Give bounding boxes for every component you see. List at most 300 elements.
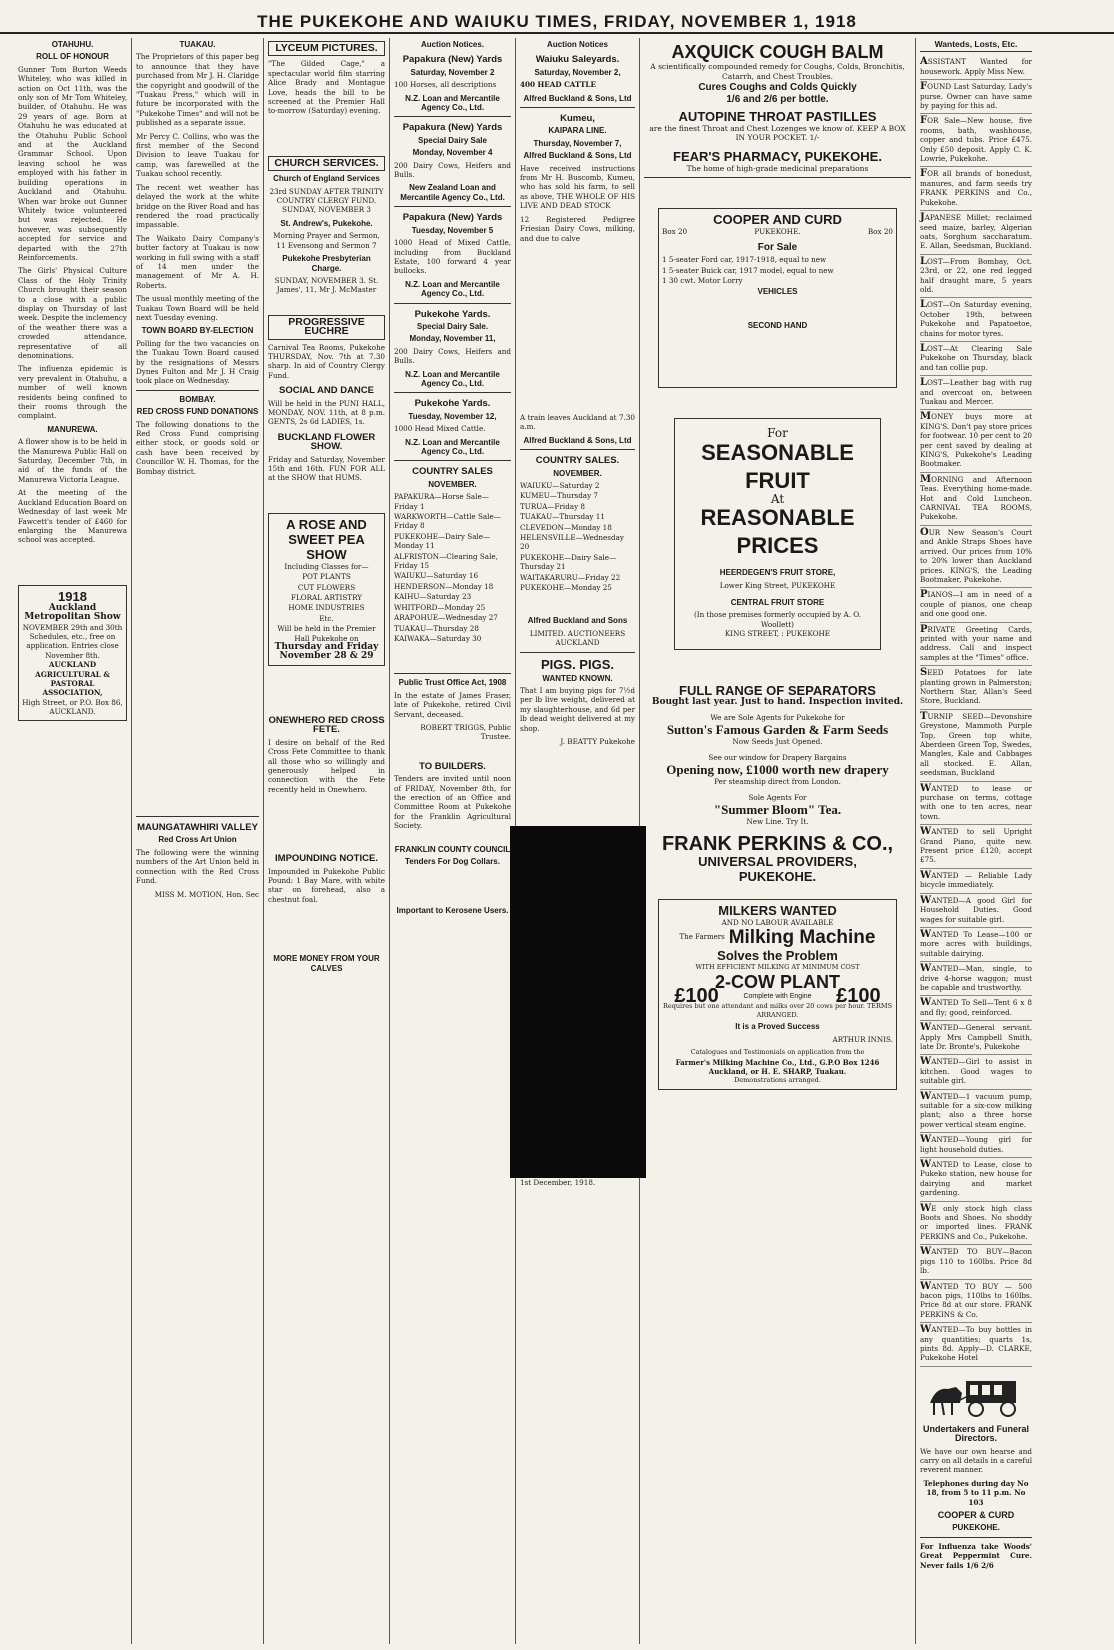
classified-ad (920, 473, 1032, 526)
summer-title: "Summer Bloom" Tea. (713, 802, 842, 817)
price-left: £100 (674, 985, 719, 1008)
frank-perkins-ad (644, 680, 911, 888)
machine-title: Milking Machine (728, 926, 876, 948)
fears-pharmacy: FEAR'S PHARMACY, PUKEKOHE. (673, 148, 882, 164)
sale-text: 100 Horses, all descriptions (394, 80, 497, 90)
show-year: 1918 (58, 588, 87, 604)
auctioneer: Alfred Buckland & Sons, Ltd (523, 151, 632, 161)
classified-text: ANTED — Reliable Lady bicycle immediately. (920, 870, 1032, 890)
sale-location: Pukekohe Yards. (414, 308, 491, 320)
divider (394, 460, 511, 461)
sale-date: Monday, November 4 (412, 148, 493, 158)
list-item: CUT FLOWERS (297, 582, 356, 592)
sale-date: Tuesday, November 12, (408, 411, 497, 421)
sale-location: Kumeu, (560, 113, 595, 125)
column-otahuhu (14, 38, 132, 1644)
trust-text: In the estate of James Fraser, late of Pukekohe, retired Civil Servant, deceased. (394, 690, 511, 719)
classified-initial: W (920, 1280, 932, 1292)
frank-perkins-title: FRANK PERKINS & CO., (661, 833, 894, 856)
classified-text: OR Sale—New house, five rooms, bath, washhouse, copper and tubs. Price £475. Only £50 deposit. Apply C. K. Lowrie, Pukekohe. (920, 116, 1032, 164)
article-paragraph: "The Gilded Cage," a spectacular world film starring Alice Brady and Montague Love, heads the bill to be screened at the Premier Hall to-morrow (Saturday) evening. (268, 59, 385, 116)
proved-heading: It is a Proved Success (735, 1022, 820, 1032)
classified-initial: W (920, 1246, 932, 1258)
article-paragraph: Gunner Tom Burton Weeds Whiteley, who was killed in action on Oct 11th, was the only son of Mr Tom Whiteley, builder, of Otahuhu. He was 29 years of age. Born at Otahuhu he was educated at the Otahuhu Public School and at the Auckland Grammar School. Upon leaving school he was employed with his father in building operations in Auckland and Otahuhu. When war broke out Gunner Whitely twice volunteered but was rejected. He however, was subsequently accepted for service and departed with the 27th Reinforcements. (18, 64, 127, 262)
country-sales-list (394, 492, 511, 643)
axquick-sub: A scientifically compounded remedy for Coughs, Colds, Bronchitis, Catarrh, and Chest Troubles. (650, 62, 905, 81)
central-address: KING STREET, : PUKEKOHE (724, 629, 831, 639)
sale-text: 400 HEAD CATTLE (520, 80, 596, 90)
sale-location: Papakura (New) Yards (402, 212, 503, 224)
classified-initial: W (920, 1056, 932, 1068)
classified-initial: F (920, 81, 928, 93)
country-sales-month: NOVEMBER. (553, 468, 602, 478)
builders-text: Tenders are invited until noon of FRIDAY, November 8th, for the erection of an Office and Committee Room at Pukekohe for the Franklin Agricultural Society. (394, 774, 511, 831)
church-heading: CHURCH SERVICES. (268, 156, 385, 171)
classified-ad (920, 1021, 1032, 1055)
country-sales-list (520, 481, 635, 592)
sale-date: Saturday, November 2 (410, 67, 495, 77)
classified-text: OR all brands of bonedust, manures, and farm seeds try FRANK PERKINS and Co., Pukekohe. (920, 169, 1032, 207)
fruit-at: At (770, 491, 785, 506)
proved-signature: ARTHUR INNIS. (832, 1034, 893, 1044)
undertakers-phone: Telephones during day No 18, from 5 to 11 p.m. No 103 (923, 1478, 1029, 1507)
sale-subheading: KAIPARA LINE. (548, 126, 607, 136)
classified-text: ANTED To Sell—Tent 6 x 8 and fly; good, reinforced. (920, 998, 1032, 1017)
list-item: ARAPOHUE—Wednesday 27 (394, 613, 498, 623)
suttons-sub: Now Seeds Just Opened. (732, 737, 823, 747)
list-item: POT PLANTS (302, 572, 351, 582)
article-paragraph: The Waikato Dairy Company's butter factory at Tuakau is now working in full swing with a staff of 14 men under the management of Mr A. H. Roberts. (136, 233, 259, 290)
heerdegen-title: HEERDEGEN'S FRUIT STORE, (719, 568, 836, 578)
flower-show-heading: BUCKLAND FLOWER SHOW. (277, 431, 376, 453)
article-paragraph: The Proprietors of this paper beg to announce that they have purchased from Mr J. H. Claridge the copyright and goodwill of the "Tuakau Press," which will in future be incorporated with the "Pukekohe Times" and will not be published as a separate issue. (136, 52, 259, 128)
list-item: HOME INDUSTRIES (288, 603, 365, 613)
classified-ad (920, 710, 1032, 782)
classified-ad (920, 298, 1032, 342)
classified-initial: W (920, 1159, 932, 1171)
cooper-box: Box 20 (662, 227, 688, 237)
classified-ad (920, 894, 1032, 928)
list-item: TUAKAU—Thursday 28 (394, 623, 479, 633)
classified-initial: F (920, 115, 928, 127)
classified-ad (920, 526, 1032, 588)
cooper-town: PUKEKOHE. (754, 227, 801, 237)
divider (394, 116, 511, 117)
undertakers-text: We have our own hearse and carry on all details in a careful reverent manner. (920, 1446, 1032, 1475)
classified-ad (920, 1323, 1032, 1367)
article-paragraph: The usual monthly meeting of the Tuakau Town Board will be held next Tuesday evening. (136, 294, 259, 322)
auctioneer: Alfred Buckland & Sons, Ltd (523, 435, 632, 445)
divider (520, 652, 635, 653)
article-paragraph: The recent wet weather has delayed the work at the white bridge on the River Road and has rendered the road practically impassable. (136, 182, 259, 230)
classified-text: ANTED—General servant. Apply Mrs Campbell Smith, late Dr. Bronte's, Pukekohe (920, 1023, 1032, 1051)
classified-text: OST—At Clearing Sale Pukekohe on Thursday, black and tan collie pup. (920, 343, 1032, 372)
hearse-icon (926, 1373, 1026, 1419)
article-paragraph: The following were the winning numbers of the Art Union held in connection with the Red Cross Fund. (136, 847, 259, 886)
cooper-curd-ad (658, 208, 897, 388)
classified-text: OST—On Saturday evening, October 19th, between Pukekohe and Papatoetoe, chains for motor tyres. (920, 300, 1032, 338)
pigs-subheading: WANTED KNOWN. (542, 673, 613, 683)
classified-text: ANTED to sell Upright Grand Piano, quite new. Present price £120, accept £75. (920, 827, 1032, 865)
divider (520, 449, 635, 450)
church-name: St. Andrew's, Pukekohe. (280, 218, 373, 228)
classified-text: ANTED—To buy bottles in any quantities; quarts 1s, pints 8d. Apply—D. CLARKE, Pukekohe Hotel (920, 1325, 1032, 1363)
rose-show-dates: Thursday and Friday November 28 & 29 (274, 642, 379, 662)
rose-show-location: Will be held in the Premier Hall Pukekohe on (277, 624, 376, 643)
divider (394, 673, 511, 674)
article-paragraph: The influenza epidemic is very prevalent in Otahuhu, a number of well known residents being confined to their rooms through the complaint. (18, 364, 127, 421)
classified-initial: W (920, 963, 932, 975)
list-item: WAITAKARURU—Friday 22 (520, 572, 621, 582)
opening-title: Opening now, £1000 worth new drapery (666, 762, 889, 778)
sale-location: Papakura (New) Yards (402, 54, 503, 66)
axquick-tag: Cures Coughs and Colds Quickly (698, 82, 857, 93)
auctioneer-sub: LIMITED. AUCTIONEERS AUCKLAND (529, 628, 626, 648)
list-item: CLEVEDON—Monday 18 (520, 522, 612, 532)
price-mid: Complete with Engine (743, 993, 812, 1001)
signature: MISS M. MOTION, Hon. Sec (154, 889, 259, 899)
impounding-heading: IMPOUNDING NOTICE. (275, 853, 378, 865)
classified-ad (920, 211, 1032, 255)
fruit-ad (674, 418, 881, 649)
classified-text: APANESE Millet; reclaimed seed maize, barley, Algerian oats, Sorghum saccharatum. E. Allan, Seedsman, Buckland. (920, 213, 1032, 251)
suttons-pre: We are Sole Agents for Pukekohe for (710, 712, 845, 722)
catalogue-company: Farmer's Milking Machine Co., Ltd., G.P.O Box 1246 Auckland, or H. E. SHARP, Tuakau. (675, 1057, 880, 1077)
classified-initial: S (920, 667, 928, 679)
classified-ad (920, 928, 1032, 962)
sale-location: Pukekohe Yards. (414, 398, 491, 410)
classified-initial: O (920, 526, 929, 538)
classified-list (920, 55, 1032, 1366)
divider (644, 177, 911, 178)
pastilles-title: AUTOPINE THROAT PASTILLES (678, 108, 877, 124)
demo-text: Demonstrations arranged. (734, 1076, 821, 1085)
social-heading: SOCIAL AND DANCE (278, 385, 374, 397)
classified-ad (920, 666, 1032, 710)
classified-ad (920, 1055, 1032, 1089)
euchre-heading: PROGRESSIVE EUCHRE (268, 315, 385, 340)
classified-initial: M (920, 473, 932, 485)
classified-ad (920, 825, 1032, 869)
trust-signature: ROBERT TRIGGS, Public Trustee. (420, 722, 511, 742)
separators-title: FULL RANGE OF SEPARATORS (679, 682, 876, 698)
onewhero-heading: ONEWHERO RED CROSS FETE. (268, 714, 385, 736)
classified-ad (920, 623, 1032, 667)
classified-initial: P (920, 589, 928, 601)
classified-initial: W (920, 894, 932, 906)
euchre-text: Carnival Tea Rooms, Pukekohe THURSDAY, Nov. 7th at 7.30 sharp. In aid of Country Clergy Fund. (268, 342, 385, 380)
divider (920, 1537, 1032, 1538)
bombay-heading: BOMBAY. (179, 394, 216, 404)
classified-initial: W (920, 1022, 932, 1034)
builders-heading: TO BUILDERS. (419, 760, 486, 772)
cooper-box: Box 20 (867, 227, 893, 237)
tender-text: 1st December, 1918. (520, 1178, 596, 1188)
classified-text: OST—Leather bag with rug and overcoat on, between Tuakau and Mercer. (920, 378, 1032, 406)
undertakers-town: PUKEKOHE. (952, 1523, 1000, 1533)
auctioneer: N.Z. Loan and Mercantile Agency Co., Ltd. (405, 279, 500, 299)
divider (136, 390, 259, 391)
pigs-heading: PIGS. PIGS. (541, 656, 614, 672)
classified-text: ANTED—Man, single, to drive 4-horse waggon; must be capable and trustworthy. (920, 964, 1032, 992)
list-item: PAPAKURA—Horse Sale—Friday 1 (394, 492, 489, 511)
masthead: THE PUKEKOHE AND WAIUKU TIMES, FRIDAY, NOVEMBER 1, 1918 (0, 0, 1114, 34)
train-note: A train leaves Auckland at 7.30 a.m. (520, 412, 635, 432)
country-sales-heading: COUNTRY SALES. (535, 455, 620, 467)
milking-machine-ad (658, 899, 897, 1089)
classified-text: OST—From Bombay, Oct. 23rd, or 22, one red legged half draught mare, 5 years old. (920, 256, 1032, 294)
milkers-title: MILKERS WANTED (718, 903, 837, 919)
classified-text: ONEY buys more at KING'S. Don't pay store prices for footwear. 10 per cent to 20 per cent saved by dealing at KING'S, Pukekohe's Leading Bootmaker. (920, 412, 1032, 469)
classified-text: ANTED—Young girl for light household duties. (920, 1135, 1032, 1154)
classified-initial: T (920, 710, 928, 722)
classified-initial: L (920, 342, 928, 354)
auctioneer: Alfred Buckland & Sons, Ltd (523, 93, 632, 103)
classified-ad (920, 167, 1032, 211)
classified-initial: P (920, 623, 928, 635)
auction-heading: Auction Notices. (420, 40, 485, 49)
vehicles-heading: VEHICLES (757, 287, 798, 297)
list-item: WHITFORD—Monday 25 (394, 602, 486, 612)
roll-of-honour-title: ROLL OF HONOUR (36, 52, 109, 62)
classified-ad (920, 410, 1032, 472)
sale-subheading: Special Dairy Sale. (416, 321, 489, 331)
list-item: ALFRISTON—Clearing Sale, Friday 15 (394, 551, 498, 571)
classified-initial: J (920, 212, 925, 224)
country-sales-month: NOVEMBER. (428, 479, 477, 489)
kerosene-heading: Important to Kerosene Users. (396, 906, 509, 916)
classified-ad (920, 342, 1032, 376)
classified-ad (920, 255, 1032, 299)
show-title: Auckland Metropolitan Show (24, 602, 121, 623)
catalogue-text: Catalogues and Testimonials on application from the (690, 1048, 865, 1057)
classified-ad (920, 1090, 1032, 1134)
auctioneer: N.Z. Loan and Mercantile Agency Co., Ltd. (405, 93, 500, 113)
lyceum-heading: LYCEUM PICTURES. (268, 41, 385, 56)
sale-subheading: Special Dairy Sale (418, 135, 487, 145)
machine-sub: Solves the Problem (717, 947, 838, 963)
classified-text: ANTED—A good Girl for Household Duties. Good wages for suitable girl. (920, 895, 1032, 924)
auction-heading: Auction Notices (547, 40, 608, 49)
classified-ad (920, 869, 1032, 894)
cooper-address-row (662, 227, 893, 236)
undertakers-heading: Undertakers and Funeral Directors. (922, 1423, 1030, 1444)
opening-pre: See our window for Drapery Bargains (708, 752, 847, 762)
auctioneer: N.Z. Loan and Mercantile Agency Co., Ltd. (405, 437, 500, 456)
list-item: HENDERSON—Monday 18 (394, 581, 494, 591)
sale-text: 1000 Head of Mixed Cattle, including from Buckland Estate, 100 forward 4 year bullocks. (394, 238, 511, 276)
classified-ad (920, 1280, 1032, 1324)
classified-ad (920, 80, 1032, 114)
classified-initial: F (920, 168, 928, 180)
list-item: WAIUKU—Saturday 16 (394, 571, 479, 581)
franklin-subheading: Tenders For Dog Collars. (405, 857, 500, 866)
manurewa-heading: MANUREWA. (47, 424, 98, 434)
machine-tag: WITH EFFICIENT MILKING AT MINIMUM COST (695, 962, 860, 971)
red-cross-heading: RED CROSS FUND DONATIONS (136, 407, 259, 417)
classifieds-heading: Wanteds, Losts, Etc. (920, 40, 1032, 52)
pigs-signature: J. BEATTY Pukekohe (560, 737, 635, 747)
divider (136, 816, 259, 817)
classified-initial: W (920, 1134, 932, 1146)
sale-location: Papakura (New) Yards (402, 122, 503, 134)
classified-text: OUND Last Saturday, Lady's purse. Owner can have same by paying for this ad. (920, 82, 1032, 111)
sale-date: Tuesday, November 5 (411, 225, 494, 235)
separators-sub: Bought last year. Just to hand. Inspection invited. (651, 696, 904, 707)
article-paragraph: Mr Percy C. Collins, who was the first member of the Second Division to leave Tuakau for camp, was farewelled at the Tuakau school recently. (136, 131, 259, 179)
sale-text: 200 Dairy Cows, Heifers and Bulls. (394, 160, 511, 180)
list-item: Including Classes for— (284, 561, 369, 571)
list-item: PUKEKOHE—Dairy Sale—Thursday 21 (520, 552, 617, 572)
undertakers-cooper: COOPER & CURD (937, 1510, 1015, 1520)
fruit-reasonable: REASONABLE (700, 505, 855, 531)
auctioneer: New Zealand Loan and Mercantile Agency Co., Ltd. (400, 183, 505, 202)
classified-ad (920, 782, 1032, 826)
cow-plant-title: 2-COW PLANT (715, 972, 840, 993)
article-paragraph: The following donations to the Red Cross Fund comprising either stock, or goods sold or cash have been received by Councillor W. H. Thomas, for the Bombay district. (136, 419, 259, 476)
column-display-ads (640, 38, 916, 1644)
sale-location: Waiuku Saleyards. (535, 54, 620, 66)
classified-text: URNIP SEED—Devonshire Greystone, Mammoth Purple Top, Green top white, Aberdeen Green Top, Swedes, Mangles, Kale and Cabbages all stocked. E. Allan, seedsman, Buckland (920, 711, 1032, 778)
show-text: Schedules, etc., free on application. Entries close November 8th. (26, 631, 119, 660)
divider (394, 392, 511, 393)
central-title: CENTRAL FRUIT STORE (730, 597, 825, 607)
list-item: 1 5-seater Ford car, 1917-1918, equal to new (662, 255, 827, 265)
price-right: £100 (836, 985, 881, 1008)
sale-text: 12 Registered Pedigree Friesian Dairy Cows, milking, and due to calve (520, 214, 635, 243)
sale-text: 200 Dairy Cows, Heifers and Bulls. (394, 346, 511, 366)
machine-pre: The Farmers (679, 933, 725, 942)
price-note: Requires but one attendant and milks over 20 cows per hour. TERMS ARRANGED. (662, 1001, 893, 1020)
classified-ad (920, 114, 1032, 167)
classified-text: ANTED TO BUY—Bacon pigs 110 to 160lbs. Price 8d lb. (920, 1247, 1032, 1276)
classified-text: IANOS—I am in need of a couple of pianos, one cheap and one good one. (920, 590, 1032, 619)
classified-text: ANTED to Lease, close to Pukeko station, new house for dairying and market gardening. (920, 1160, 1032, 1198)
column-auctions-1 (390, 38, 516, 1644)
list-item: KUMEU—Thursday 7 (520, 491, 599, 501)
pigs-text: That I am buying pigs for 7½d per lb live weight, delivered at my slaughterhouse, and 6d per lb dead weight delivered at my shop. (520, 686, 635, 733)
second-hand-heading: SECOND HAND (747, 320, 808, 330)
list-item: Etc. (319, 613, 334, 623)
article-paragraph: The Girls' Physical Culture Class of the Holy Trinity Church brought their season to a close with a public display on Thursday of last week. Despite the inclemency of the weather there was a crowded attendance, representative of all denominations. (18, 266, 127, 360)
election-heading: TOWN BOARD BY-ELECTION (141, 326, 254, 336)
list-item: KAIWAKA—Saturday 30 (394, 633, 482, 643)
frank-perkins-town: PUKEKOHE. (738, 869, 817, 885)
list-item: WARKWORTH—Cattle Sale—Friday 8 (394, 512, 501, 531)
tuakau-heading: TUAKAU. (179, 40, 216, 49)
column-notices (264, 38, 390, 1644)
list-item: FLORAL ARTISTRY (290, 593, 363, 603)
list-item: KAIHU—Saturday 23 (394, 592, 472, 602)
sale-text: 1000 Head Mixed Cattle. (394, 424, 486, 434)
classified-text: E only stock high class Boots and Shoes. No shoddy or imported lines. FRANK PERKINS and Co., Pukekohe. (920, 1203, 1032, 1241)
classified-text: ANTED To Lease—100 or more acres with buildings, suitable dairying. (920, 929, 1032, 958)
fruit-prices: PRICES (736, 533, 819, 559)
fruit-for: For (767, 426, 788, 441)
classified-ad (920, 1202, 1032, 1246)
classified-initial: A (920, 56, 928, 68)
classified-initial: L (920, 377, 928, 389)
classified-initial: W (920, 997, 932, 1009)
classified-initial: W (920, 928, 932, 940)
machine-title-row (662, 928, 893, 948)
show-association: AUCKLAND AGRICULTURAL & PASTORAL ASSOCIATION, (35, 660, 110, 698)
country-sales-heading: COUNTRY SALES (412, 466, 493, 478)
classified-initial: W (920, 1324, 932, 1336)
metropolitan-show-ad (18, 585, 127, 721)
suttons-title: Sutton's Famous Garden & Farm Seeds (666, 722, 889, 738)
classified-ad (920, 588, 1032, 622)
classified-text: ORNING and Afternoon Teas. Everything home-made. Hot and Cold Luncheon. CARNIVAL TEA ROOMS, Pukekohe. (920, 474, 1032, 522)
calves-heading: MORE MONEY FROM YOUR CALVES (273, 954, 380, 973)
summer-pre: Sole Agents For (748, 792, 807, 802)
auctioneer: N.Z. Loan and Mercantile Agency Co., Ltd. (405, 369, 500, 388)
divider (520, 107, 635, 108)
for-sale-list (662, 255, 893, 285)
church-text: SUNDAY, NOVEMBER 3. St. James', 11, Mr J. McMaster (274, 275, 379, 295)
article-paragraph: A flower show is to be held in the Manurewa Public Hall on Saturday, December 7th, in aid of the funds of the Manurewa Victoria League. (18, 437, 127, 484)
frank-perkins-sub: UNIVERSAL PROVIDERS, (698, 854, 857, 870)
for-sale-heading: For Sale (757, 241, 798, 253)
summer-sub: New Line. Try It. (746, 817, 809, 826)
impounding-text: Impounded in Pukekohe Public Pound: 1 Bay Mare, with white star on forehead, also a chestnut foal. (268, 866, 385, 904)
classified-ad (920, 55, 1032, 80)
maungatawhiri-heading: MAUNGATAWHIRI VALLEY (137, 822, 258, 834)
otahuhu-heading: OTAHUHU. (51, 40, 94, 49)
list-item: 1 30 cwt. Motor Lorry (662, 275, 743, 285)
classified-text: SSISTANT Wanted for housework. Apply Miss New. (920, 57, 1032, 76)
list-item: TUAKAU—Thursday 11 (520, 512, 605, 522)
show-address: High Street, or P.O. Box 86, AUCKLAND. (22, 697, 123, 717)
article-paragraph: At the meeting of the Auckland Education Board on Wednesday of last week Mr Fawcett's tender of £460 for enlarging the Manurewa school was accepted. (18, 488, 127, 545)
pastilles-text: are the finest Throat and Chest Lozenges we know of. KEEP A BOX IN YOUR POCKET. 1/- (649, 123, 906, 143)
onewhero-text: I desire on behalf of the Red Cross Fete Committee to thank all those who so willingly and generously helped in connection with the Fete recently held in Onewhero. (268, 737, 385, 794)
column-tuakau (132, 38, 264, 1644)
price-row (662, 985, 893, 1008)
redacted-block (510, 826, 646, 1178)
classified-text: ANTED to lease or purchase on terms, cottage with one to ten acres, near town. (920, 783, 1032, 821)
classified-initial: L (920, 299, 928, 311)
classified-ad (920, 1133, 1032, 1158)
list-item: PUKEKOHE—Dairy Sale—Monday 11 (394, 531, 491, 551)
list-item: PUKEKOHE—Monday 25 (520, 583, 612, 592)
classified-ad (920, 1245, 1032, 1279)
church-text: 23rd SUNDAY AFTER TRINITY COUNTRY CLERGY FUND. SUNDAY, NOVEMBER 3 (269, 186, 384, 215)
fruit-word: FRUIT (745, 467, 810, 493)
classified-ad (920, 1158, 1032, 1202)
sale-date: Thursday, November 7, (533, 138, 622, 148)
classified-initial: W (920, 782, 932, 794)
divider (394, 206, 511, 207)
list-item: HELENSVILLE—Wednesday 20 (520, 532, 624, 552)
influenza-ad: For Influenza take Woods' Great Peppermint Cure. Never fails 1/6 2/6 (920, 1541, 1032, 1570)
maungatawhiri-subheading: Red Cross Art Union (158, 835, 237, 845)
auctioneer: Alfred Buckland and Sons (527, 616, 628, 626)
central-sub: (In those premises formerly occupied by A. O. Woollett) (693, 610, 862, 629)
classified-ad (920, 996, 1032, 1021)
classified-text: ANTED—Girl to assist in kitchen. Good wages to suitable girl. (920, 1057, 1032, 1086)
show-dates: NOVEMBER 29th and 30th (22, 622, 123, 632)
classified-initial: W (920, 869, 932, 881)
list-item: WAIUKU—Saturday 2 (520, 480, 600, 490)
classified-text: ANTED TO BUY — 500 bacon pigs, 110lbs to 160lbs. Price 8d at our store. FRANK PERKINS & Co. (920, 1281, 1032, 1319)
list-item: TURUA—Friday 8 (520, 501, 586, 511)
classified-text: ANTED—1 vacuum pump, suitable for a six-cow milking plant; also a three horse power vertical steam engine. (920, 1091, 1032, 1129)
church-name: Pukekohe Presbyterian Charge. (282, 254, 371, 273)
divider (394, 303, 511, 304)
classified-ad (920, 962, 1032, 996)
axquick-title: AXQUICK COUGH BALM (671, 42, 884, 62)
